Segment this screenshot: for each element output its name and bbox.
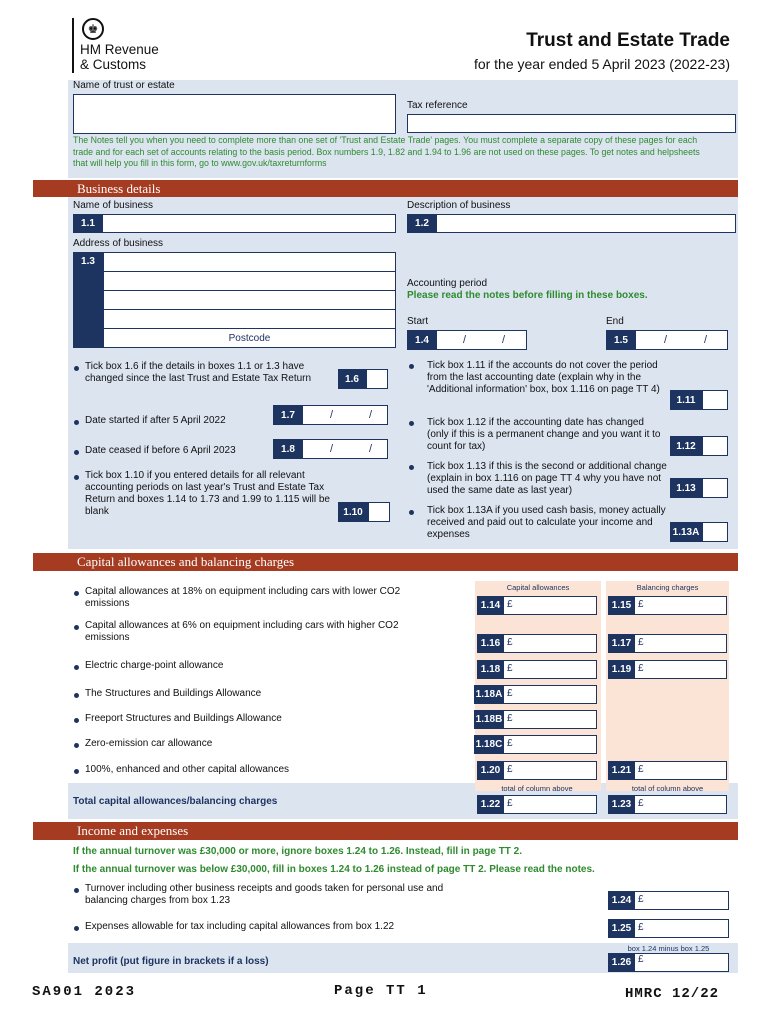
pound-sign: £ [507,713,513,724]
end-label: End [606,316,624,327]
tick-1-13-checkbox[interactable] [702,478,728,498]
bullet [74,718,79,723]
section-bar-left [33,822,69,840]
income-note-2: If the annual turnover was below £30,000, fill in boxes 1.24 to 1.26 instead of page TT 2. Please read the notes. [73,864,595,875]
business-name-field[interactable] [73,214,396,233]
income-panel [68,840,738,974]
box-1-10: 1.10 [338,502,368,522]
page-title: Trust and Estate Trade [526,30,730,51]
postcode-field[interactable] [103,328,396,348]
bullet [74,625,79,630]
row-electric-label: Electric charge-point allowance [85,660,224,671]
tick-1-11-text: Tick box 1.11 if the accounts do not cover the period from the last accounting date (explain why in the 'Additional information' box, box 1.116 on page TT 4) [427,360,660,395]
tick-1-6-checkbox[interactable] [366,369,388,389]
tick-1-12-checkbox[interactable] [702,436,728,456]
tick-1-10-checkbox[interactable] [368,502,390,522]
box-1-18b: 1.18B [474,710,504,729]
box-1-12: 1.12 [670,436,702,456]
box-1-24: 1.24 [608,891,635,910]
box-1-14: 1.14 [477,596,504,615]
footer-page-number: Page TT 1 [334,983,428,999]
date-ceased-label: Date ceased if before 6 April 2023 [85,445,236,456]
business-address-label: Address of business [73,238,164,249]
tick-1-10-text: Tick box 1.10 if you entered details for all relevant accounting periods on last year's Trust and Estate Tax Return and boxes 1.14 to 1.73 and 1.99 to 1.115 will be blank [85,470,330,517]
box-1-18c: 1.18C [474,735,504,754]
address-line-1[interactable] [103,252,396,272]
box-1-19: 1.19 [608,660,635,679]
tax-ref-label: Tax reference [407,100,468,111]
col-balancing-charges: Balancing charges [636,583,699,592]
org-line1: HM Revenue [80,42,159,57]
bullet [409,510,414,515]
address-line-4[interactable] [103,309,396,329]
box-1-7: 1.7 [273,405,303,425]
business-section-title: Business details [69,180,738,197]
business-desc-field[interactable] [407,214,736,233]
page-subtitle: for the year ended 5 April 2023 (2022-23) [473,56,730,72]
notes-text: The Notes tell you when you need to complete more than one set of 'Trust and Estate Trade' pages. You must complete a separate copy of these pages for each trade and for each set of accounts relating to the basis period. Box numbers 1.9, 1.82 and 1.94 to 1.96 are not used on these pages. To get notes and helpsheets that will help you fill in this form, go to www.gov.uk/taxreturnforms [73,135,700,168]
box-1-15: 1.15 [608,596,635,615]
bullet [74,475,79,480]
start-label: Start [407,316,429,327]
box-1-22: 1.22 [477,795,504,814]
box-1-13a: 1.13A [670,522,702,542]
top-panel [68,80,738,178]
pound-sign: £ [507,738,513,749]
section-bar-left [33,553,69,571]
bullet [74,450,79,455]
bullet [74,693,79,698]
accounting-period-label: Accounting period [407,278,488,289]
row-fsba-label: Freeport Structures and Buildings Allowance [85,713,282,724]
row-6-label: Capital allowances at 6% on equipment including cars with higher CO2 emissions [85,620,399,643]
bullet [74,366,79,371]
income-section-title: Income and expenses [69,822,738,840]
started-slash-2: / [369,409,373,421]
pound-sign: £ [507,599,513,610]
tick-1-11-checkbox[interactable] [702,390,728,410]
capital-section-title: Capital allowances and balancing charges [69,553,738,571]
pound-sign: £ [638,922,644,933]
accounting-note: Please read the notes before filling in these boxes. [407,290,648,301]
box-minus-note: box 1.24 minus box 1.25 [627,944,710,953]
section-bar-left [33,180,69,197]
business-desc-label: Description of business [407,200,511,211]
box-1-1: 1.1 [73,214,103,233]
tick-1-12-text: Tick box 1.12 if the accounting date has changed (only if this is a permanent change and you want it to count for tax) [427,417,661,452]
row-zero-label: Zero-emission car allowance [85,738,213,749]
bullet [409,364,414,369]
row-100-label: 100%, enhanced and other capital allowances [85,764,290,775]
row-18-label: Capital allowances at 18% on equipment including cars with lower CO2 emissions [85,586,401,609]
pound-sign: £ [638,599,644,610]
box-1-5: 1.5 [606,330,636,350]
tick-1-6-text: Tick box 1.6 if the details in boxes 1.1 or 1.3 have changed since the last Trust and Estate Tax Return [85,361,312,384]
end-slash-2: / [704,334,708,346]
postcode-label: Postcode [228,332,271,344]
crest-icon: ♚ [82,18,104,40]
net-profit-label: Net profit (put figure in brackets if a loss) [73,956,269,967]
date-started-label: Date started if after 5 April 2022 [85,415,226,426]
box-1-16: 1.16 [477,634,504,653]
org-line2: & Customs [80,57,147,72]
total-column-above-bc: total of column above [631,784,704,793]
tick-1-13a-text: Tick box 1.13A if you used cash basis, money actually received and paid out to calculate your income and expenses [427,505,666,540]
box-1-21: 1.21 [608,761,635,780]
started-slash-1: / [330,409,334,421]
business-panel [68,197,738,549]
box-1-20: 1.20 [477,761,504,780]
bullet [74,769,79,774]
end-slash-1: / [664,334,668,346]
total-column-above-ca: total of column above [501,784,573,793]
bullet [74,665,79,670]
trust-name-label: Name of trust or estate [73,80,175,91]
row-sba-label: The Structures and Buildings Allowance [85,688,262,699]
box-1-18a: 1.18A [474,685,504,704]
income-note-1: If the annual turnover was £30,000 or more, ignore boxes 1.24 to 1.26. Instead, fill in page TT 2. [73,846,523,857]
box-1-8: 1.8 [273,439,303,459]
bullet [74,743,79,748]
box-1-4: 1.4 [407,330,437,350]
business-name-label: Name of business [73,200,154,211]
bullet [74,591,79,596]
box-1-3: 1.3 [73,252,103,271]
tax-ref-field[interactable] [407,114,736,133]
box-1-25: 1.25 [608,919,635,938]
box-1-13: 1.13 [670,478,702,498]
start-slash-1: / [463,334,467,346]
bullet [409,421,414,426]
logo-rule [72,18,74,73]
bullet [74,926,79,931]
pound-sign: £ [507,764,513,775]
footer-form-code: SA901 2023 [32,984,137,1000]
box-1-6: 1.6 [338,369,366,389]
pound-sign: £ [638,764,644,775]
bullet [409,465,414,470]
bullet [74,888,79,893]
footer-version: HMRC 12/22 [625,986,720,1002]
address-line-2[interactable] [103,271,396,291]
hmrc-logo [72,18,172,76]
turnover-label: Turnover including other business receipts and goods taken for personal use and balancing charges from box 1.23 [85,883,444,906]
box-1-26: 1.26 [608,953,635,972]
expenses-label: Expenses allowable for tax including capital allowances from box 1.22 [85,921,395,932]
box-1-17: 1.17 [608,634,635,653]
pound-sign: £ [507,798,513,809]
pound-sign: £ [638,798,644,809]
trust-name-field[interactable] [73,94,396,134]
bullet [74,420,79,425]
capital-panel [68,571,738,819]
start-slash-2: / [502,334,506,346]
ceased-slash-2: / [369,443,373,455]
total-label: Total capital allowances/balancing charges [73,796,278,807]
pound-sign: £ [638,663,644,674]
col-capital-allowances: Capital allowances [506,583,570,592]
pound-sign: £ [507,663,513,674]
box-1-23: 1.23 [608,795,635,814]
pound-sign: £ [638,954,644,965]
box-1-2: 1.2 [407,214,437,233]
pound-sign: £ [638,637,644,648]
pound-sign: £ [507,688,513,699]
box-1-11: 1.11 [670,390,702,410]
tick-1-13a-checkbox[interactable] [702,522,728,542]
address-line-3[interactable] [103,290,396,310]
pound-sign: £ [638,894,644,905]
ceased-slash-1: / [330,443,334,455]
tick-1-13-text: Tick box 1.13 if this is the second or additional change (explain in box 1.116 on page TT 4 why you have not used the same date as last year) [427,461,667,496]
box-1-18: 1.18 [477,660,504,679]
pound-sign: £ [507,637,513,648]
